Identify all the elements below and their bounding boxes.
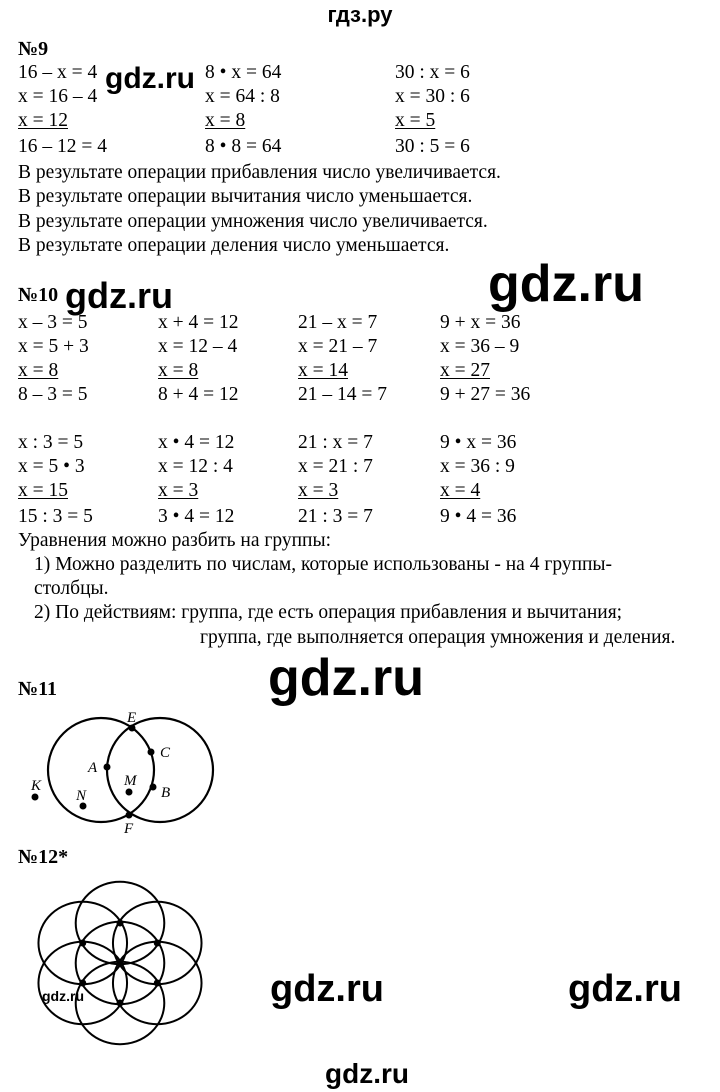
watermark-gdz: gdz.ru [268, 649, 424, 707]
equation-line: x = 4 [440, 480, 481, 501]
watermark-gdz: gdz.ru [65, 275, 173, 316]
equation-line: x • 4 = 12 [158, 432, 235, 453]
watermark-gdz: gdz.ru [105, 62, 195, 95]
task12-flower-diagram [20, 870, 230, 1050]
equation-line: x = 3 [158, 480, 199, 501]
equation-line: x = 8 [158, 360, 199, 381]
equation-line: x = 21 : 7 [298, 456, 373, 477]
flower-node [154, 940, 161, 947]
label-f: F [124, 821, 134, 837]
equation-line: x = 5 • 3 [18, 456, 85, 477]
equation-line: x = 16 – 4 [18, 86, 98, 107]
equation-line: 8 • 8 = 64 [205, 136, 282, 157]
equation-line: 8 – 3 = 5 [18, 384, 88, 405]
label-n: N [76, 788, 87, 804]
conclusion-sentence: В результате операции прибавления число увеличивается. [18, 162, 501, 183]
conclusion-sentence: В результате операции вычитания число уменьшается. [18, 186, 473, 207]
equation-line: 9 • x = 36 [440, 432, 517, 453]
equation-line: 21 : x = 7 [298, 432, 373, 453]
watermark-gdz: gdz.ru [488, 255, 644, 313]
flower-node [117, 960, 124, 967]
equation-line: 9 • 4 = 36 [440, 506, 517, 527]
equation-line: x = 15 [18, 480, 68, 501]
watermark-gdz: gdz.ru [42, 988, 84, 1004]
equation-line: x = 3 [298, 480, 339, 501]
equation-line: 16 – 12 = 4 [18, 136, 107, 157]
grouping-text: 2) По действиям: группа, где есть операция прибавления и вычитания; [34, 602, 623, 623]
equation-line: x = 36 – 9 [440, 336, 520, 357]
task11-circles-diagram [20, 700, 240, 840]
equation-line: 8 + 4 = 12 [158, 384, 239, 405]
flower-node [79, 940, 86, 947]
equation-line: x = 8 [205, 110, 246, 131]
equation-line: 9 + 27 = 36 [440, 384, 531, 405]
equation-line: x + 4 = 12 [158, 312, 239, 333]
label-k: K [31, 778, 42, 794]
equation-line: x = 12 – 4 [158, 336, 238, 357]
equation-line: x = 30 : 6 [395, 86, 470, 107]
conclusion-sentence: В результате операции деления число уменьшается. [18, 235, 450, 256]
label-b: B [161, 785, 171, 801]
watermark-gdz: gdz.ru [568, 968, 682, 1010]
grouping-text: группа, где выполняется операция умножения и деления. [200, 627, 676, 648]
grouping-text: столбцы. [34, 578, 109, 599]
equation-line: x = 27 [440, 360, 490, 381]
point-f [126, 812, 133, 819]
equation-line: x : 3 = 5 [18, 432, 84, 453]
flower-node [117, 1000, 124, 1007]
equation-line: x = 12 [18, 110, 68, 131]
equation-line: x = 5 + 3 [18, 336, 89, 357]
equation-line: 3 • 4 = 12 [158, 506, 235, 527]
equation-line: x = 5 [395, 110, 436, 131]
equation-line: x = 14 [298, 360, 348, 381]
right-circle [107, 718, 213, 822]
point-b [150, 784, 157, 791]
equation-line: x = 36 : 9 [440, 456, 515, 477]
grouping-text: Уравнения можно разбить на группы: [18, 530, 331, 551]
watermark-gdz: gdz.ru [270, 968, 384, 1010]
flower-node [154, 980, 161, 987]
equation-line: 8 • x = 64 [205, 62, 282, 83]
point-a [104, 764, 111, 771]
equation-line: x – 3 = 5 [18, 312, 88, 333]
left-circle [48, 718, 154, 822]
equation-line: 21 – x = 7 [298, 312, 378, 333]
task11-number: №11 [18, 678, 57, 700]
point-k [32, 794, 39, 801]
equation-line: 15 : 3 = 5 [18, 506, 93, 527]
grouping-text: 1) Можно разделить по числам, которые использованы - на 4 группы- [34, 554, 613, 575]
watermark-gdz: gdz.ru [325, 1058, 409, 1089]
task12-number: №12* [18, 846, 69, 868]
equation-line: x = 12 : 4 [158, 456, 233, 477]
point-m [126, 789, 133, 796]
equation-line: 30 : 5 = 6 [395, 136, 470, 157]
equation-line: x = 21 – 7 [298, 336, 378, 357]
task10-number: №10 [18, 284, 59, 306]
flower-node [79, 980, 86, 987]
equation-line: 21 – 14 = 7 [298, 384, 387, 405]
flower-node [117, 920, 124, 927]
label-m: M [124, 773, 137, 789]
equation-line: 30 : x = 6 [395, 62, 470, 83]
label-a: A [88, 760, 98, 776]
conclusion-sentence: В результате операции умножения число увеличивается. [18, 211, 488, 232]
label-c: C [160, 745, 171, 761]
task9-number: №9 [18, 38, 49, 60]
equation-line: 9 + x = 36 [440, 312, 521, 333]
point-c [148, 749, 155, 756]
equation-line: x = 8 [18, 360, 59, 381]
label-e: E [127, 710, 137, 726]
equation-line: 16 – x = 4 [18, 62, 98, 83]
equation-line: 21 : 3 = 7 [298, 506, 373, 527]
equation-line: x = 64 : 8 [205, 86, 280, 107]
site-header: гдз.ру [327, 2, 393, 27]
